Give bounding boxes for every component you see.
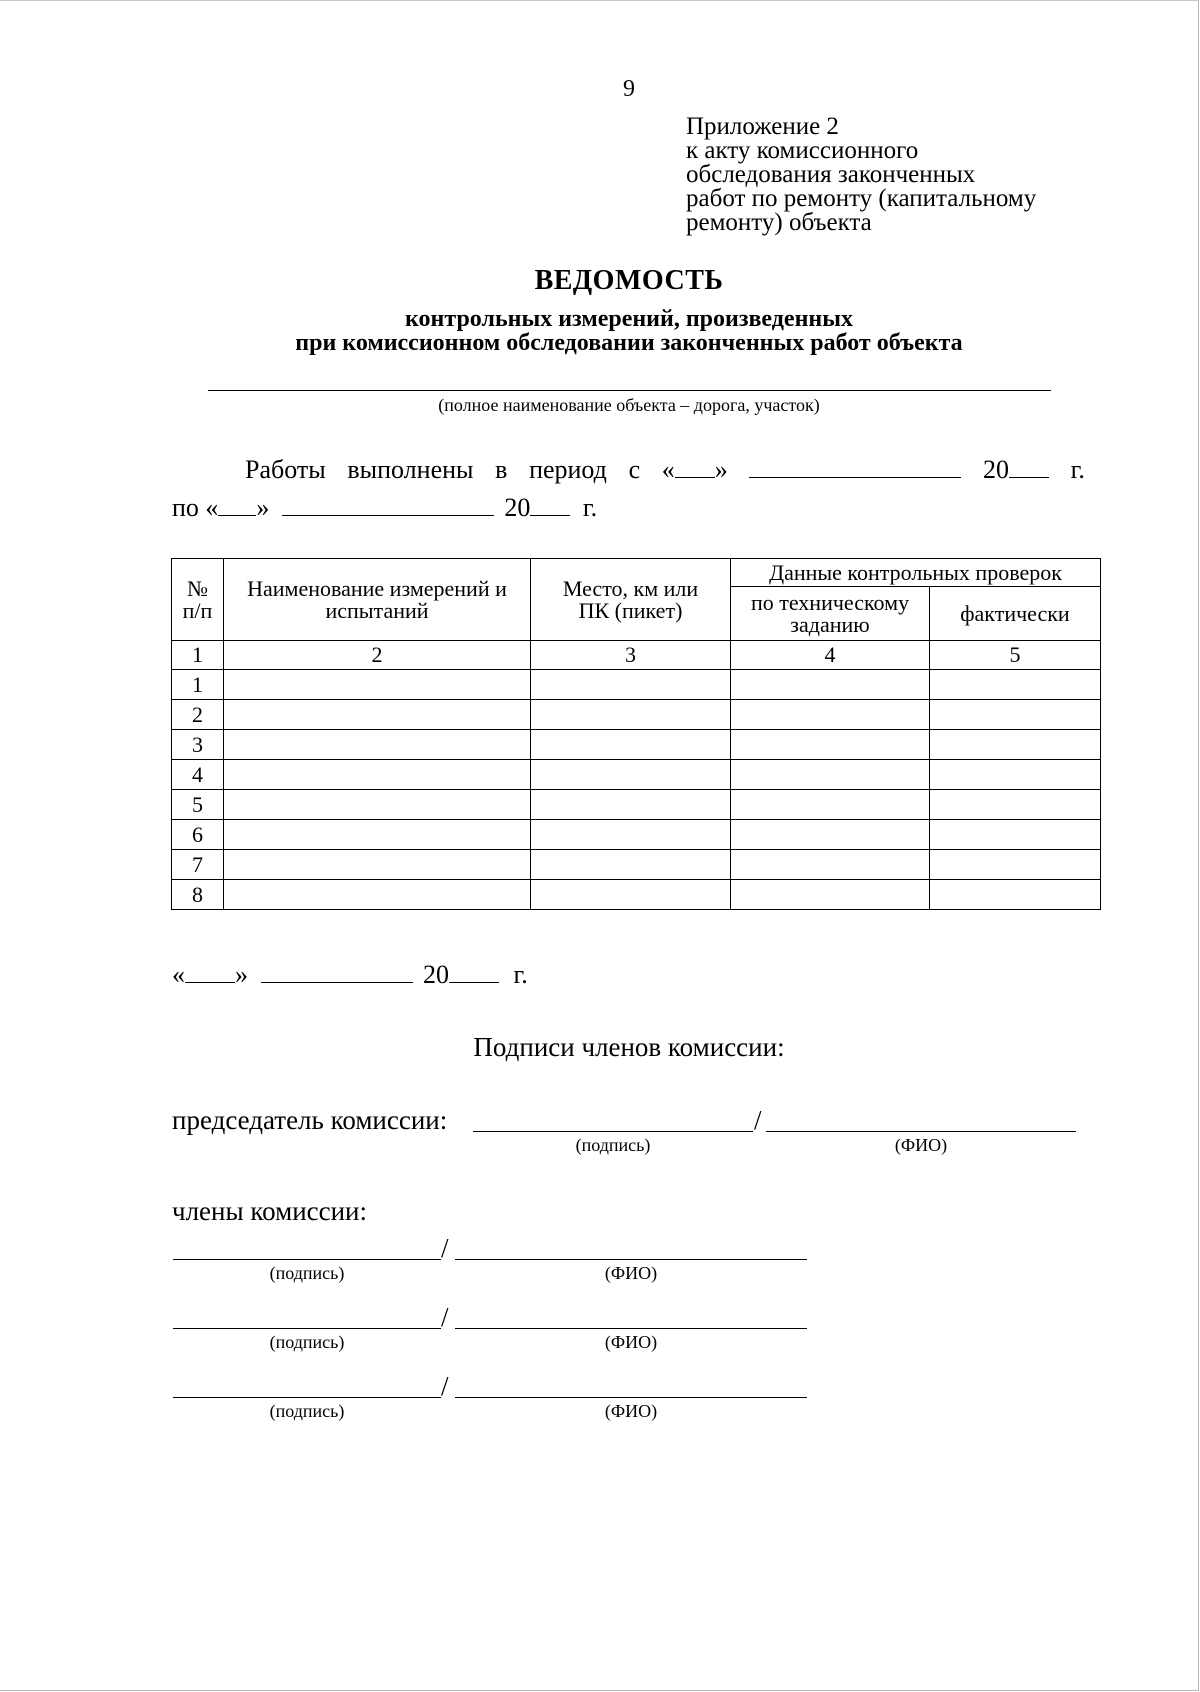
member-signature-line[interactable] [173, 1397, 441, 1398]
year-suffix: г. [582, 493, 598, 522]
date-year-field[interactable] [449, 960, 499, 983]
end-year-field[interactable] [530, 493, 570, 516]
column-number-row [172, 641, 1101, 670]
chair-slash: / [754, 1105, 762, 1135]
cell-spec[interactable] [731, 880, 930, 910]
row-number: 2 [172, 700, 224, 730]
cell-spec[interactable] [731, 670, 930, 700]
start-month-field[interactable] [749, 455, 961, 478]
table-row [172, 730, 1101, 760]
cell-spec[interactable] [731, 850, 930, 880]
chair-label: председатель комиссии: [172, 1105, 448, 1135]
cell-place[interactable] [531, 730, 731, 760]
cell-name[interactable] [224, 760, 531, 790]
date-month-field[interactable] [261, 960, 413, 983]
table-row [172, 820, 1101, 850]
signatures-title: Подписи членов комиссии: [473, 1032, 785, 1062]
member-name-caption: (ФИО) [604, 1263, 658, 1283]
row-number: 7 [172, 850, 224, 880]
row-number: 8 [172, 880, 224, 910]
member-signature-line[interactable] [173, 1328, 441, 1329]
header-actual: фактически [930, 587, 1101, 641]
document-subtitle [0, 307, 1200, 355]
year-prefix: 20 [423, 960, 449, 989]
row-number: 5 [172, 790, 224, 820]
appendix-note [686, 115, 1126, 235]
header-place-label: Место, км или ПК (пикет) [562, 575, 699, 623]
header-place [531, 559, 731, 641]
header-name-label: Наименование измерений и испытаний [247, 575, 507, 623]
cell-actual[interactable] [930, 880, 1101, 910]
period-word: в [495, 455, 508, 484]
chair-signature-caption: (подпись) [575, 1135, 651, 1155]
cell-name[interactable] [224, 790, 531, 820]
cell-actual[interactable] [930, 700, 1101, 730]
cell-spec[interactable] [731, 700, 930, 730]
member-name-line[interactable] [455, 1259, 807, 1260]
cell-name[interactable] [224, 850, 531, 880]
member-signature-line[interactable] [173, 1259, 441, 1260]
member-signature-caption: (подпись) [269, 1332, 345, 1352]
table-row [172, 850, 1101, 880]
cell-place[interactable] [531, 880, 731, 910]
cell-place[interactable] [531, 760, 731, 790]
row-number: 6 [172, 820, 224, 850]
object-name-caption: (полное наименование объекта – дорога, участок) [438, 395, 820, 415]
period-word: с [628, 455, 641, 484]
member-name-caption: (ФИО) [604, 1332, 658, 1352]
header-control-data: Данные контрольных проверок [731, 559, 1101, 587]
member-name-caption: (ФИО) [604, 1401, 658, 1421]
end-day-field[interactable] [218, 493, 256, 516]
year-prefix: 20 [504, 493, 531, 522]
start-day [662, 455, 728, 485]
appendix-line: Приложение 2 [686, 113, 839, 140]
cell-spec[interactable] [731, 730, 930, 760]
period-end-line [172, 493, 597, 523]
cell-spec[interactable] [731, 790, 930, 820]
cell-name[interactable] [224, 820, 531, 850]
column-number: 2 [224, 641, 531, 670]
start-day-field[interactable] [675, 455, 715, 478]
table-row [172, 790, 1101, 820]
close-quote: » [235, 960, 248, 989]
year-suffix: г. [513, 960, 528, 989]
cell-actual[interactable] [930, 850, 1101, 880]
chair-signature-line[interactable] [473, 1131, 753, 1132]
appendix-line: обследования законченных [686, 161, 976, 188]
table-row [172, 700, 1101, 730]
table-row [172, 760, 1101, 790]
subtitle-line: при комиссионном обследовании законченных работ объекта [295, 330, 963, 356]
cell-place[interactable] [531, 670, 731, 700]
open-quote: « [205, 493, 219, 522]
chair-name-line[interactable] [766, 1131, 1076, 1132]
cell-actual[interactable] [930, 760, 1101, 790]
measurements-table [171, 558, 1101, 910]
column-number: 5 [930, 641, 1101, 670]
header-spec-label: по техническому заданию [750, 589, 910, 637]
date-day-field[interactable] [185, 960, 235, 983]
header-spec [731, 587, 930, 641]
period-word: Работы [245, 455, 326, 484]
period-start-line [245, 455, 1085, 485]
cell-place[interactable] [531, 790, 731, 820]
document-title: ВЕДОМОСТЬ [534, 265, 724, 296]
appendix-line: к акту комиссионного [686, 137, 919, 164]
close-quote: » [714, 455, 728, 484]
cell-actual[interactable] [930, 730, 1101, 760]
start-year-field[interactable] [1009, 455, 1049, 478]
period-word: выполнены [347, 455, 474, 484]
table-row [172, 670, 1101, 700]
table-row [172, 880, 1101, 910]
end-month-field[interactable] [282, 493, 494, 516]
object-name-line[interactable] [208, 390, 1051, 391]
member-name-line[interactable] [455, 1397, 807, 1398]
open-quote: « [661, 455, 675, 484]
year-prefix: 20 [983, 455, 1010, 484]
cell-place[interactable] [531, 850, 731, 880]
column-number: 1 [172, 641, 224, 670]
cell-actual[interactable] [930, 670, 1101, 700]
cell-spec[interactable] [731, 820, 930, 850]
cell-name[interactable] [224, 670, 531, 700]
member-slash: / [441, 1233, 449, 1263]
column-number: 4 [731, 641, 930, 670]
cell-name[interactable] [224, 700, 531, 730]
header-no-label: № п/п [182, 575, 213, 623]
page-number: 9 [623, 76, 635, 102]
cell-name[interactable] [224, 880, 531, 910]
open-quote: « [172, 960, 185, 989]
cell-spec[interactable] [731, 760, 930, 790]
member-name-line[interactable] [455, 1328, 807, 1329]
member-slash: / [441, 1371, 449, 1401]
appendix-line: ремонту) объекта [686, 209, 872, 236]
year-suffix: г. [1070, 455, 1085, 484]
header-name [224, 559, 531, 641]
chair-name-caption: (ФИО) [894, 1135, 948, 1155]
to-word: по [172, 493, 199, 522]
period-word: период [529, 455, 607, 484]
row-number: 4 [172, 760, 224, 790]
row-number: 3 [172, 730, 224, 760]
date-line [172, 960, 528, 990]
close-quote: » [256, 493, 270, 522]
members-label: члены комиссии: [172, 1196, 368, 1226]
cell-place[interactable] [531, 700, 731, 730]
member-signature-caption: (подпись) [269, 1401, 345, 1421]
start-year [983, 455, 1049, 485]
header-no [172, 559, 224, 641]
subtitle-line: контрольных измерений, произведенных [405, 306, 853, 332]
column-number: 3 [531, 641, 731, 670]
member-signature-caption: (подпись) [269, 1263, 345, 1283]
appendix-line: работ по ремонту (капитальному [686, 185, 1037, 212]
member-slash: / [441, 1302, 449, 1332]
cell-actual[interactable] [930, 790, 1101, 820]
cell-name[interactable] [224, 730, 531, 760]
row-number: 1 [172, 670, 224, 700]
cell-place[interactable] [531, 820, 731, 850]
cell-actual[interactable] [930, 820, 1101, 850]
